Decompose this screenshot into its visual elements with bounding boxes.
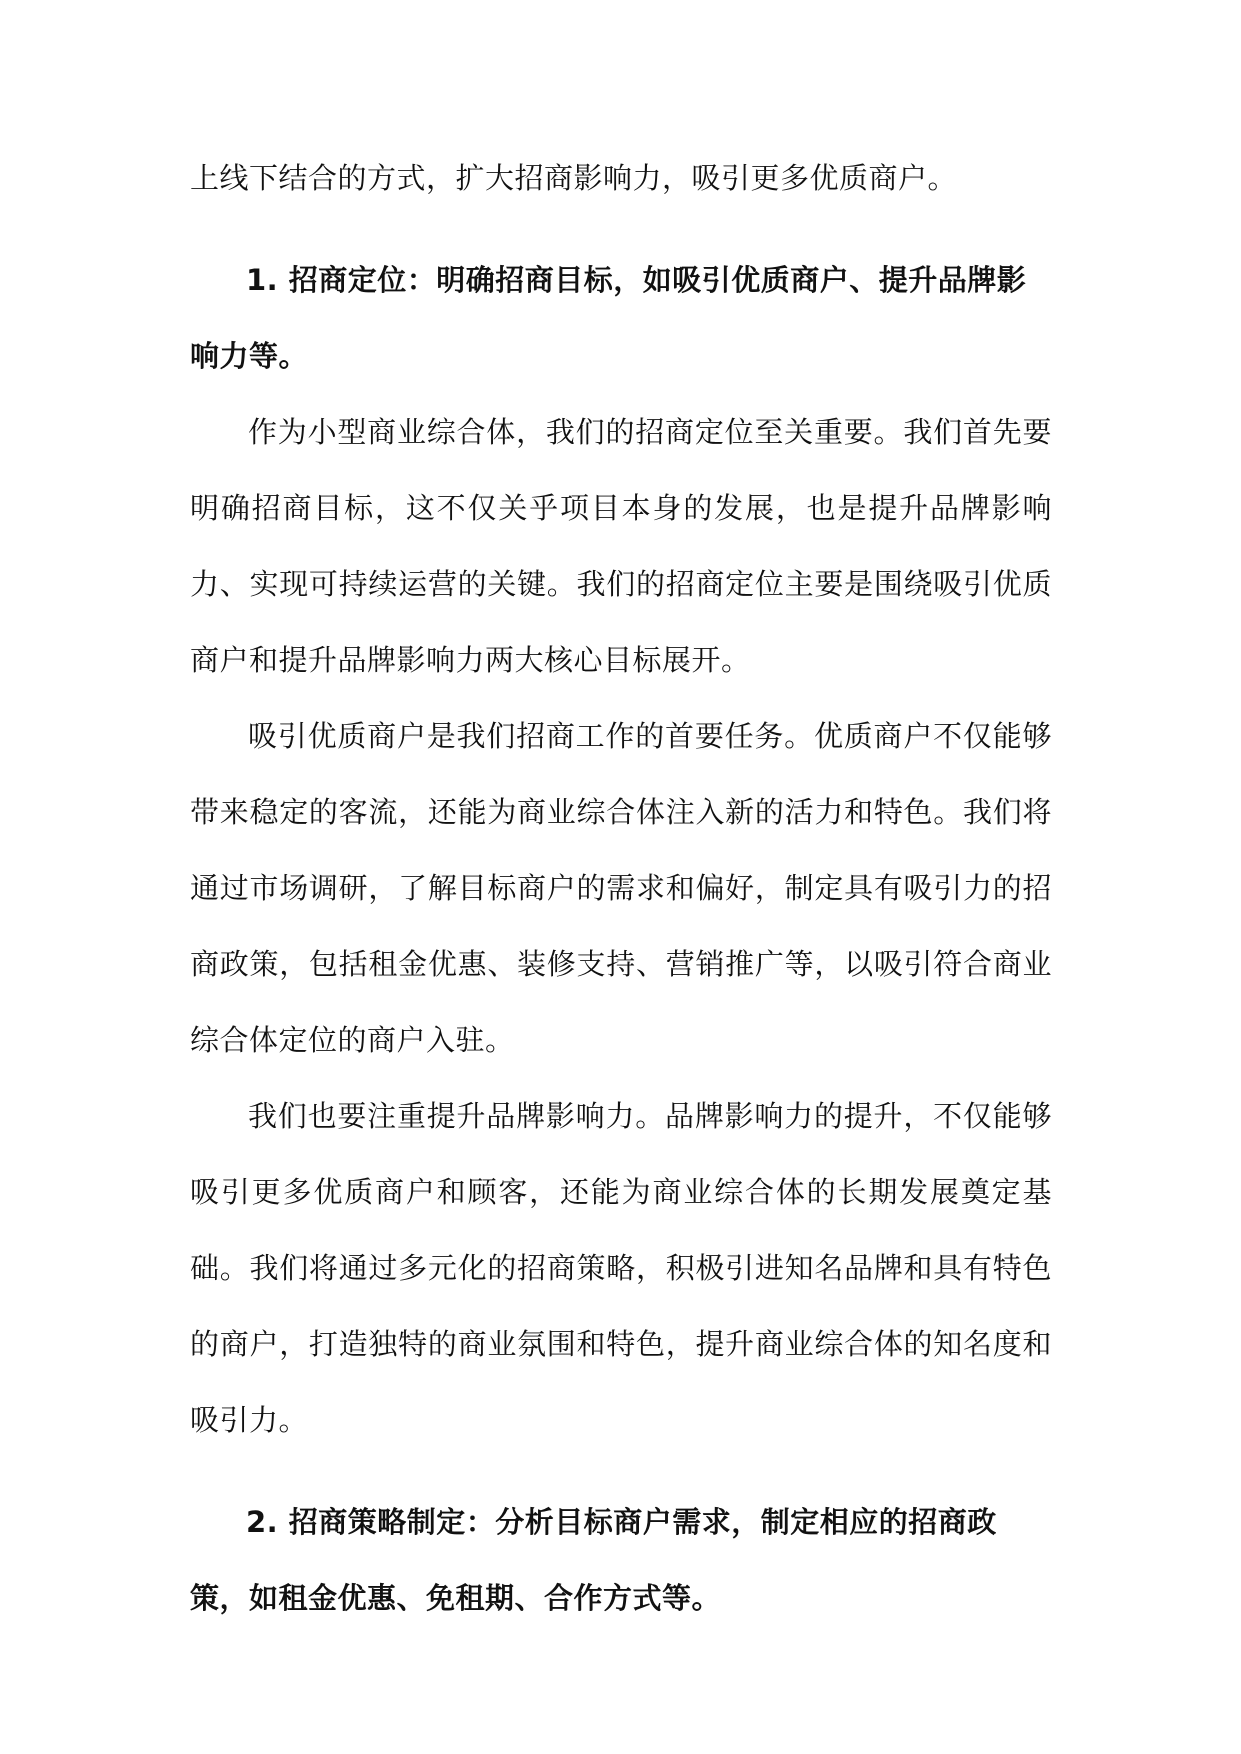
section-1-heading: 1. 招商定位：明确招商目标，如吸引优质商户、提升品牌影响力等。 bbox=[190, 263, 1027, 373]
spacer bbox=[190, 216, 1052, 242]
intro-paragraph-tail: 上线下结合的方式，扩大招商影响力，吸引更多优质商户。 bbox=[190, 161, 958, 195]
section-1-paragraph-2: 吸引优质商户是我们招商工作的首要任务。优质商户不仅能够带来稳定的客流，还能为商业综合体注入新的活力和特色。我们将通过市场调研，了解目标商户的需求和偏好，制定具有吸引力的招商政策，包括租金优惠、装修支持、营销推广等，以吸引符合商业综合体定位的商户入驻。 bbox=[190, 719, 1052, 1057]
document-body bbox=[190, 140, 1052, 1636]
section-1-paragraph-3: 我们也要注重提升品牌影响力。品牌影响力的提升，不仅能够吸引更多优质商户和顾客，还能为商业综合体的长期发展奠定基础。我们将通过多元化的招商策略，积极引进知名品牌和具有特色的商户，打造独特的商业氛围和特色，提升商业综合体的知名度和吸引力。 bbox=[190, 1099, 1052, 1437]
section-2-heading: 2. 招商策略制定：分析目标商户需求，制定相应的招商政策，如租金优惠、免租期、合作方式等。 bbox=[190, 1505, 997, 1615]
spacer bbox=[190, 1458, 1052, 1484]
section-1-paragraph-1: 作为小型商业综合体，我们的招商定位至关重要。我们首先要明确招商目标，这不仅关乎项目本身的发展，也是提升品牌影响力、实现可持续运营的关键。我们的招商定位主要是围绕吸引优质商户和提升品牌影响力两大核心目标展开。 bbox=[190, 415, 1052, 677]
